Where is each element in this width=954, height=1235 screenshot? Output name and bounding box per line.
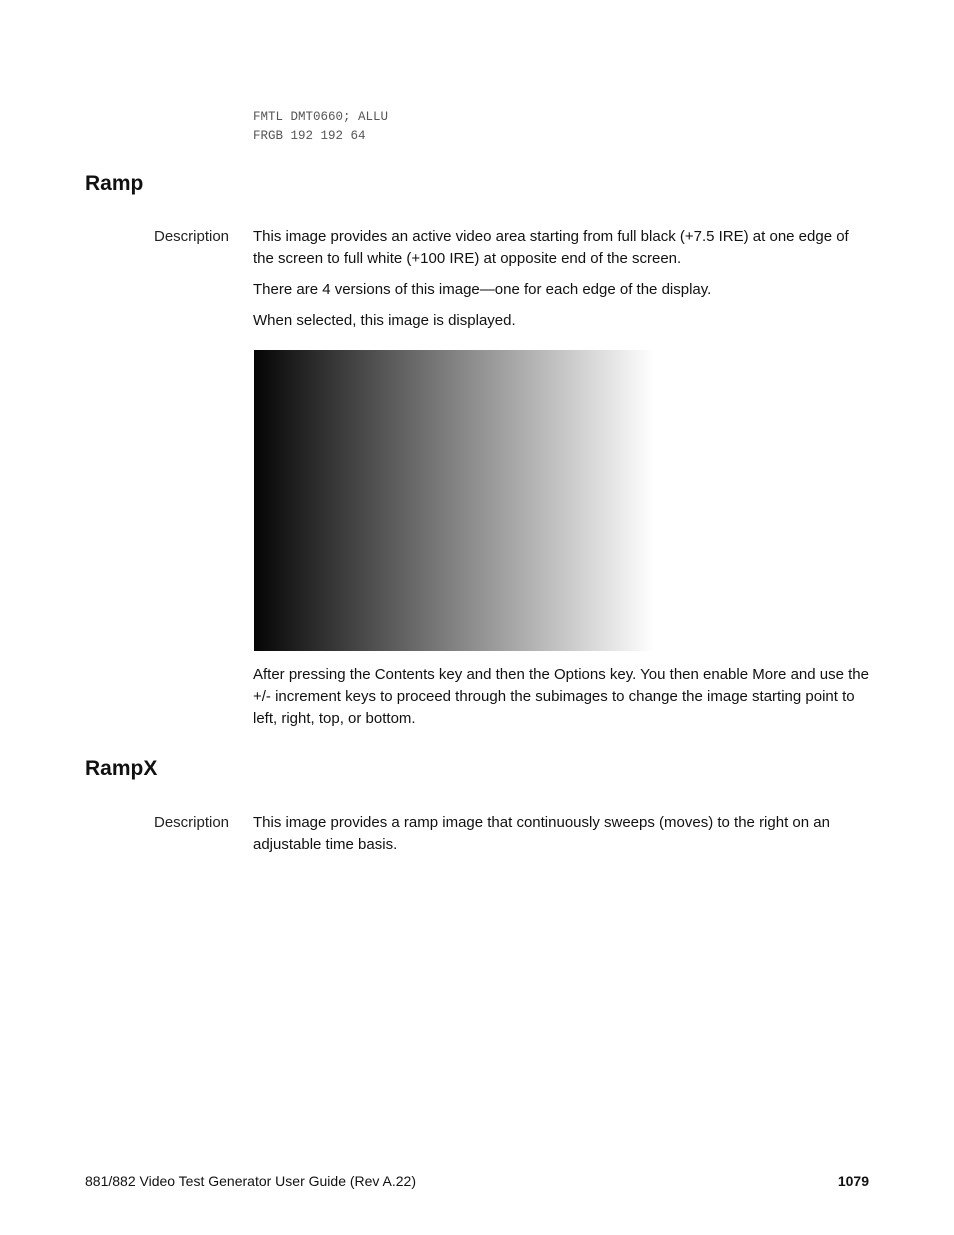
rampx-heading: RampX xyxy=(85,757,158,780)
rampx-description-label: Description xyxy=(154,814,230,831)
ramp-paragraph-3: When selected, this image is displayed. xyxy=(253,312,516,329)
ramp-paragraph-2: There are 4 versions of this image—one for each edge of the display. xyxy=(253,281,712,298)
rampx-paragraph-1: This image provides a ramp image that continuously sweeps (moves) to the right on an adjustable time basis. xyxy=(253,814,830,853)
footer-title: 881/882 Video Test Generator User Guide (Rev A.22) xyxy=(85,1173,417,1189)
ramp-description-label: Description xyxy=(154,228,230,245)
code-line: FMTL DMT0660; ALLU xyxy=(253,110,389,124)
ramp-paragraph-4: After pressing the Contents key and then the Options key. You then enable More and use the +/- increment keys to proceed through the subimages to change the image starting point to left, right, top, or bottom. xyxy=(253,666,869,727)
ramp-paragraph-1: This image provides an active video area starting from full black (+7.5 IRE) at one edge of the screen to full white (+100 IRE) at opposite end of the screen. xyxy=(253,228,849,267)
code-line: FRGB 192 192 64 xyxy=(253,129,366,143)
code-block xyxy=(253,108,388,146)
ramp-gradient-image xyxy=(254,350,654,651)
ramp-heading: Ramp xyxy=(85,172,144,195)
page-number: 1079 xyxy=(837,1173,869,1189)
